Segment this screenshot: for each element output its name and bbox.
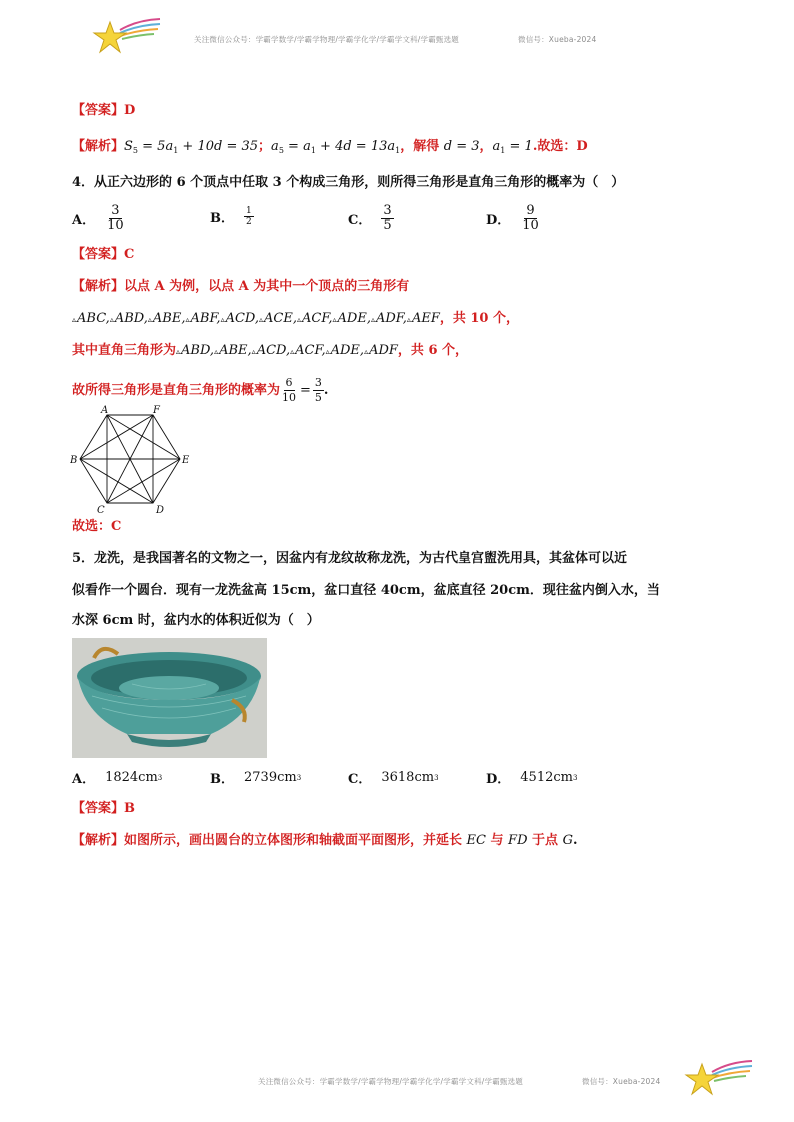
q3-answer-value: D bbox=[124, 103, 136, 118]
triangle-icon: ▵ bbox=[290, 347, 295, 356]
q3-answer-label: 【答案】 bbox=[72, 103, 125, 118]
triangle-icon: ▵ bbox=[325, 347, 330, 356]
q4-analysis-line1 bbox=[72, 278, 409, 296]
q4-answer-line bbox=[72, 246, 134, 264]
q3-solve-text: ，解得 bbox=[400, 139, 444, 154]
q4-prob-end: . bbox=[323, 382, 329, 398]
q3-eq1: $S_5 = 5a_1 + 10d = 35$ bbox=[124, 139, 259, 155]
q5-line3: 水深 6cm 时，盆内水的体积近似为（ ） bbox=[72, 613, 320, 628]
q4-analysis-label: 【解析】 bbox=[72, 279, 125, 294]
triangle-icon: ▵ bbox=[332, 315, 337, 324]
q5-analysis-line bbox=[72, 832, 577, 850]
q5-to-point: 于点 bbox=[527, 833, 563, 848]
hex-label-c: C bbox=[97, 505, 105, 514]
q3-sep1: ； bbox=[258, 139, 272, 154]
triangle-icon: ▵ bbox=[370, 315, 375, 324]
hex-label-d: D bbox=[156, 505, 165, 514]
q5-option-b[interactable]: B． 2739cm 3 bbox=[210, 770, 302, 787]
q3-sep2: ， bbox=[479, 139, 493, 154]
q4-option-a[interactable]: A． $\frac{3}{10}$ bbox=[72, 203, 124, 233]
q5-option-c[interactable]: C． 3618cm 3 bbox=[348, 770, 439, 787]
q4-option-c[interactable]: C． $\frac{3}{5}$ bbox=[348, 203, 392, 233]
hex-label-b: B bbox=[70, 455, 78, 466]
hexagon-diagram bbox=[70, 404, 195, 514]
triangle-icon: ▵ bbox=[176, 347, 181, 356]
triangle-icon: ▵ bbox=[297, 315, 302, 324]
q3-eq4: $a_1 = 1$ bbox=[492, 139, 533, 155]
q4-probability-line bbox=[72, 376, 328, 405]
triangle-icon: ▵ bbox=[109, 315, 114, 324]
hex-label-e: E bbox=[182, 455, 190, 466]
q5-ec: EC bbox=[466, 833, 486, 848]
triangle-icon: ▵ bbox=[259, 315, 264, 324]
q3-analysis-line bbox=[72, 138, 588, 160]
star-logo-footer-icon bbox=[684, 1058, 754, 1100]
q4-triangles-all-line bbox=[72, 310, 519, 329]
q3-eq2: $a_5 = a_1 + 4d = 13a_1$ bbox=[271, 139, 401, 155]
q4-option-d[interactable]: D． $\frac{9}{10}$ bbox=[486, 203, 539, 233]
q4-prob-frac1: $\frac{6}{10}$ bbox=[282, 376, 297, 404]
q4-final-choice: 故选：C bbox=[72, 519, 122, 534]
triangle-icon: ▵ bbox=[214, 347, 219, 356]
q5-option-a[interactable]: A． 1824cm 3 bbox=[72, 770, 163, 787]
footer-wechat-id: 微信号：Xueba-2024 bbox=[582, 1077, 661, 1086]
dragon-basin-photo bbox=[72, 638, 267, 758]
triangle-icon: ▵ bbox=[185, 315, 190, 324]
q4-triangles-right-line bbox=[72, 342, 468, 361]
q4-triangles-right: ▵ABD,▵ABE,▵ACD,▵ACF,▵ADE,▵ADF bbox=[176, 343, 398, 358]
q3-answer-line bbox=[72, 102, 135, 120]
q4-analysis-text: 以点 A 为例，以点 A 为其中一个顶点的三角形有 bbox=[124, 279, 410, 294]
triangle-icon: ▵ bbox=[147, 315, 152, 324]
footer-public-accounts: 关注微信公众号：学霸学数学/学霸学物理/学霸学化学/学霸学文科/学霸甄选题 bbox=[258, 1077, 524, 1086]
q4-option-b[interactable]: B． $\frac{1}{2}$ bbox=[210, 206, 252, 227]
q5-analysis-text: 如图所示，画出圆台的立体图形和轴截面平面图形，并延长 bbox=[124, 833, 467, 848]
q5-end: . bbox=[572, 833, 578, 848]
q4-prob-frac2: $\frac{3}{5}$ bbox=[314, 376, 322, 404]
q4-answer-label: 【答案】 bbox=[72, 247, 125, 262]
q5-answer-label: 【答案】 bbox=[72, 801, 125, 816]
q5-option-d[interactable]: D． 4512cm 3 bbox=[486, 770, 578, 787]
q5-line1: 5．龙洗，是我国著名的文物之一，因盆内有龙纹故称龙洗，为古代皇宫盥洗用具，其盆体可以近 bbox=[72, 551, 628, 566]
q5-line2: 似看作一个圆台．现有一龙洗盆高 15cm，盆口直径 40cm，盆底直径 20cm．现往盆内倒入水，当 bbox=[72, 583, 660, 598]
q3-choose: .故选：D bbox=[532, 139, 588, 154]
q5-analysis-label: 【解析】 bbox=[72, 833, 125, 848]
star-logo-icon bbox=[92, 16, 162, 58]
q4-question: 4．从正六边形的 6 个顶点中任取 3 个构成三角形，则所得三角形是直角三角形的概率为（ ） bbox=[72, 175, 625, 190]
q5-fd: FD bbox=[508, 833, 528, 848]
hexagon-edges bbox=[80, 415, 180, 503]
q4-triangles-all: ▵ABC,▵ABD,▵ABE,▵ABF,▵ACD,▵ACE,▵ACF,▵ADE,▵ADF,▵AEF bbox=[72, 311, 440, 326]
header-public-accounts: 关注微信公众号：学霸学数学/学霸学物理/学霸学化学/学霸学文科/学霸甄选题 bbox=[194, 35, 460, 44]
hex-label-f: F bbox=[153, 405, 160, 416]
q5-and: 与 bbox=[485, 833, 509, 848]
q4-prob-prefix: 故所得三角形是直角三角形的概率为 bbox=[72, 382, 281, 398]
q3-analysis-label: 【解析】 bbox=[72, 139, 125, 154]
q4-answer-value: C bbox=[124, 247, 135, 262]
q4-count-all: ，共 10 个， bbox=[439, 311, 519, 326]
q5-g: G bbox=[562, 833, 573, 848]
triangle-icon: ▵ bbox=[364, 347, 369, 356]
triangle-icon: ▵ bbox=[406, 315, 411, 324]
header-wechat-id: 微信号：Xueba-2024 bbox=[518, 35, 597, 44]
q4-right-prefix: 其中直角三角形为 bbox=[72, 343, 177, 358]
triangle-icon: ▵ bbox=[72, 315, 77, 324]
q3-eq3: d = 3 bbox=[443, 139, 480, 154]
q4-count-right: ，共 6 个， bbox=[397, 343, 469, 358]
triangle-icon: ▵ bbox=[220, 315, 225, 324]
q4-prob-eq: = bbox=[300, 382, 311, 398]
hex-label-a: A bbox=[101, 405, 109, 416]
q5-answer-line bbox=[72, 800, 135, 818]
triangle-icon: ▵ bbox=[251, 347, 256, 356]
q5-answer-value: B bbox=[124, 801, 136, 816]
